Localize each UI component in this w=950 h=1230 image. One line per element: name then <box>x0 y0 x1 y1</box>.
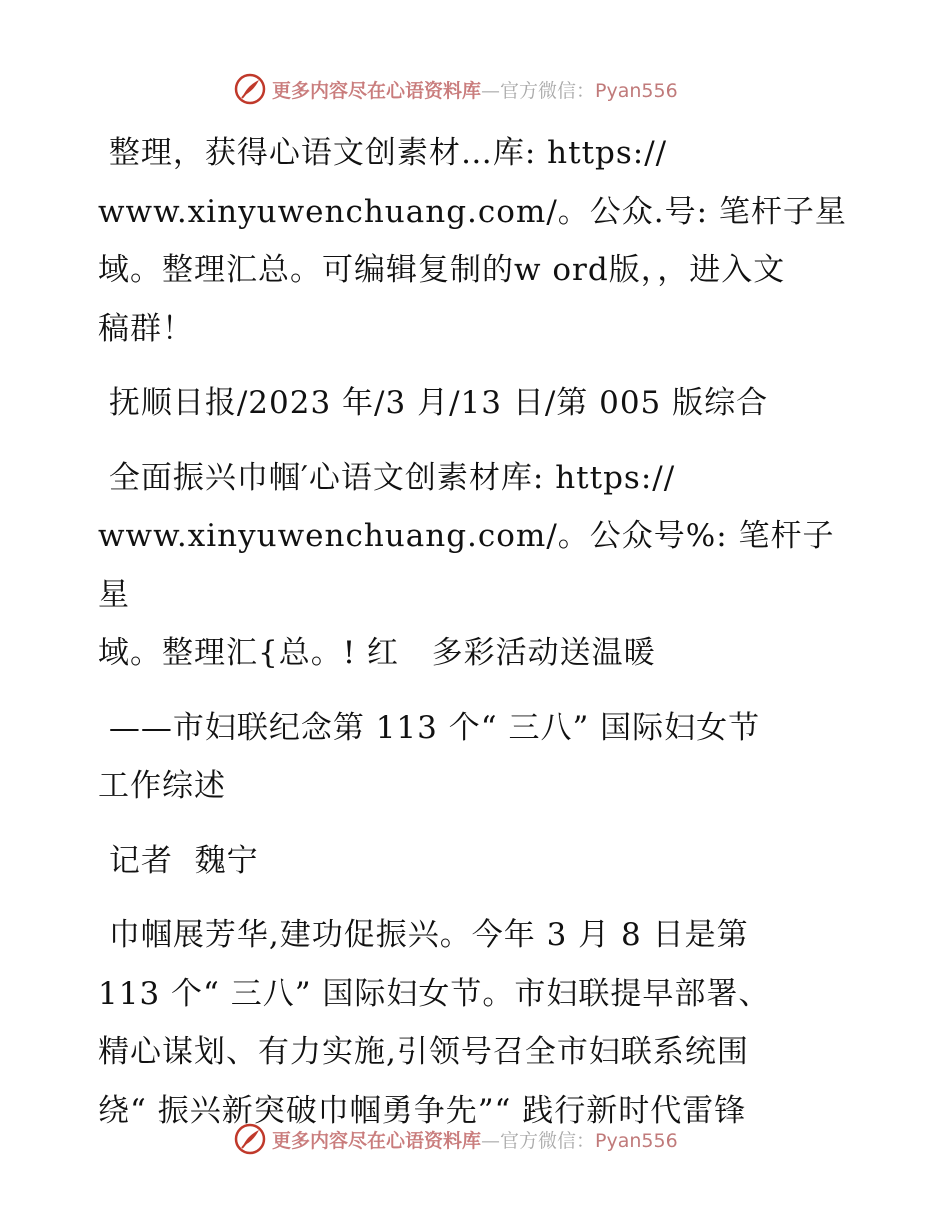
watermark-brand: 更多内容尽在心语资料库 <box>272 79 482 102</box>
watermark-id: Pyan556 <box>595 79 678 102</box>
watermark-separator: — <box>481 79 501 102</box>
paragraph-subtitle: ——市妇联纪念第 113 个“ 三八” 国际妇女节 工作综述 <box>98 709 761 804</box>
paragraph-intro-notice: 整理，获得心语文创素材…库: https:// www.xinyuwenchuang.com/。公众.号: 笔杆子星 域。整理汇总。可编辑复制的w ord版，，进入文 稿群！ <box>98 135 847 347</box>
paragraph-headline: 全面振兴巾帼′心语文创素材库: https:// www.xinyuwenchuang.com/。公众号%: 笔杆子星 域。整理汇{总。! 红 多彩活动送温暖 <box>98 459 835 671</box>
watermark-label: 官方微信： <box>500 1129 596 1152</box>
paragraph-source-line: 抚顺日报/2023 年/3 月/13 日/第 005 版综合 <box>98 385 769 421</box>
watermark-brand: 更多内容尽在心语资料库 <box>272 1129 482 1152</box>
quill-logo-icon <box>234 73 266 105</box>
quill-logo-icon <box>234 1123 266 1155</box>
watermark-separator: — <box>481 1129 501 1152</box>
watermark-id: Pyan556 <box>595 1129 678 1152</box>
paragraph-byline: 记者 魏宁 <box>98 842 259 879</box>
paragraph-body: 巾帼展芳华,建功促振兴。今年 3 月 8 日是第 113 个“ 三八” 国际妇女节。市妇联提早部署、 精心谋划、有力实施,引领号召全市妇联系统围 绕“ 振兴新突破巾帼勇争先”“ 践行新时代雷锋 <box>98 917 771 1129</box>
document-body <box>98 124 858 1140</box>
watermark-label: 官方微信： <box>500 79 596 102</box>
header-watermark <box>234 72 714 106</box>
footer-watermark <box>234 1122 714 1156</box>
watermark-text <box>272 76 678 103</box>
watermark-text <box>272 1126 678 1153</box>
